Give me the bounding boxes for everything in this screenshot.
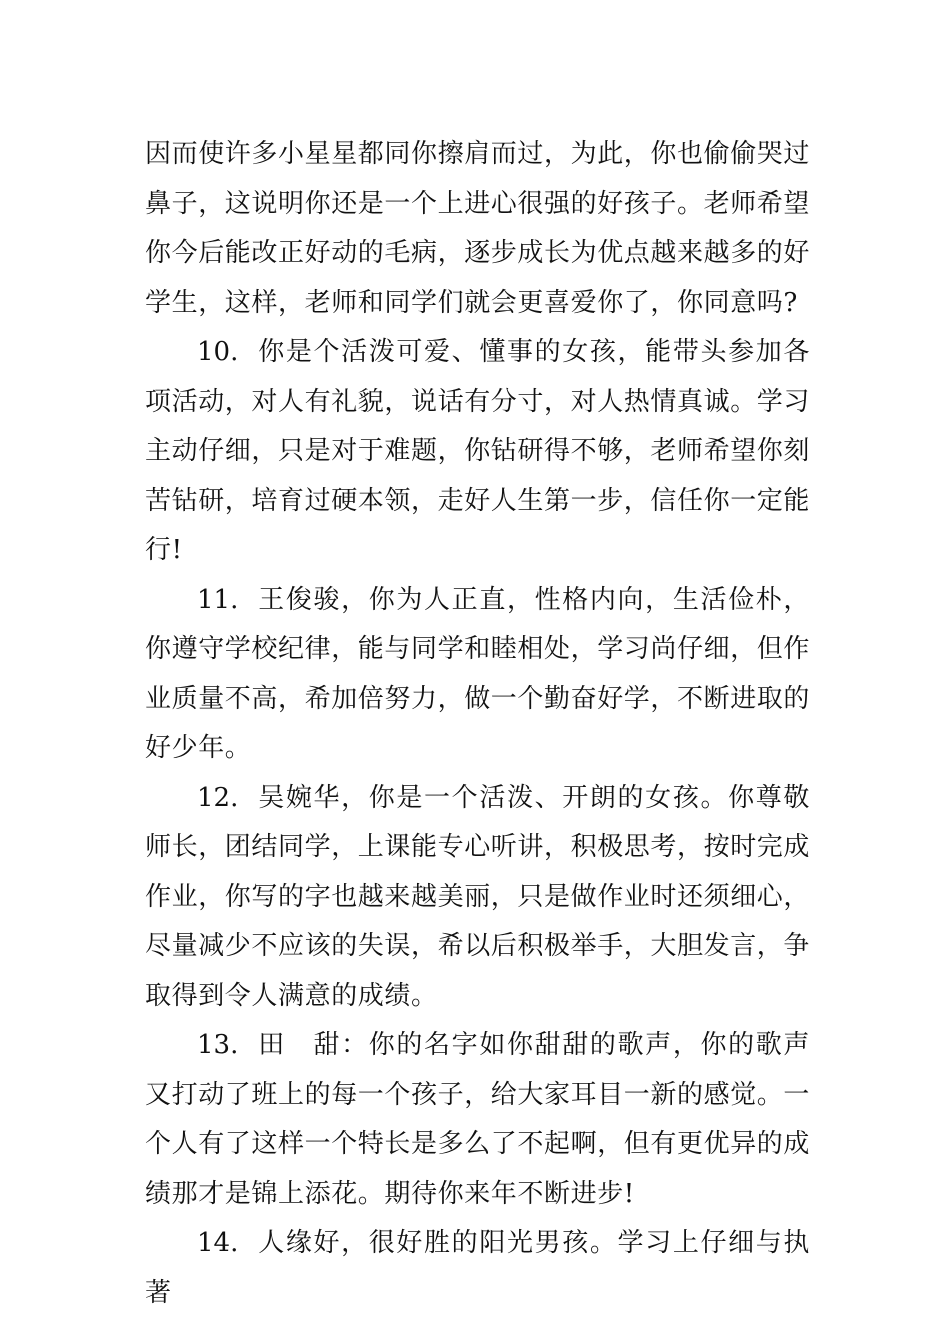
paragraph-12 [145, 774, 810, 1022]
paragraph-text: 因而使许多小星星都同你擦肩而过，为此，你也偷偷哭过鼻子，这说明你还是一个上进心很强的好孩子。老师希望你今后能改正好动的毛病，逐步成长为优点越来越多的好学生，这样，老师和同学们就会更喜爱你了，你同意吗? [145, 139, 811, 318]
paragraph-number: 13. [197, 1030, 239, 1060]
paragraph-text: 你是个活泼可爱、懂事的女孩，能带头参加各项活动，对人有礼貌，说话有分寸，对人热情真诚。学习主动仔细，只是对于难题，你钻研得不够，老师希望你刻苦钻研，培育过硬本领，走好人生第一步，信任你一定能行! [145, 337, 811, 565]
paragraph-text: 田 甜：你的名字如你甜甜的歌声，你的歌声又打动了班上的每一个孩子，给大家耳目一新的感觉。一个人有了这样一个特长是多么了不起啊，但有更优异的成绩那才是锦上添花。期待你来年不断进步! [145, 1030, 811, 1209]
paragraph-continued [145, 130, 810, 328]
paragraph-text: 吴婉华，你是一个活泼、开朗的女孩。你尊敬师长，团结同学，上课能专心听讲，积极思考，按时完成作业，你写的字也越来越美丽，只是做作业时还须细心，尽量减少不应该的失误，希以后积极举手，大胆发言，争取得到令人满意的成绩。 [145, 782, 811, 1011]
paragraph-text: 王俊骏，你为人正直，性格内向，生活俭朴，你遵守学校纪律，能与同学和睦相处，学习尚仔细，但作业质量不高，希加倍努力，做一个勤奋好学，不断进取的好少年。 [145, 584, 811, 763]
paragraph-13 [145, 1021, 810, 1219]
paragraph-number: 12. [197, 782, 239, 813]
paragraph-number: 11. [197, 584, 239, 615]
paragraph-14 [145, 1219, 810, 1318]
paragraph-11 [145, 576, 810, 774]
paragraph-10 [145, 328, 810, 576]
paragraph-text: 人缘好，很好胜的阳光男孩。学习上仔细与执著 [145, 1228, 810, 1308]
paragraph-number: 14. [197, 1228, 239, 1258]
paragraph-number: 10. [197, 337, 239, 367]
document-body [145, 130, 810, 1318]
